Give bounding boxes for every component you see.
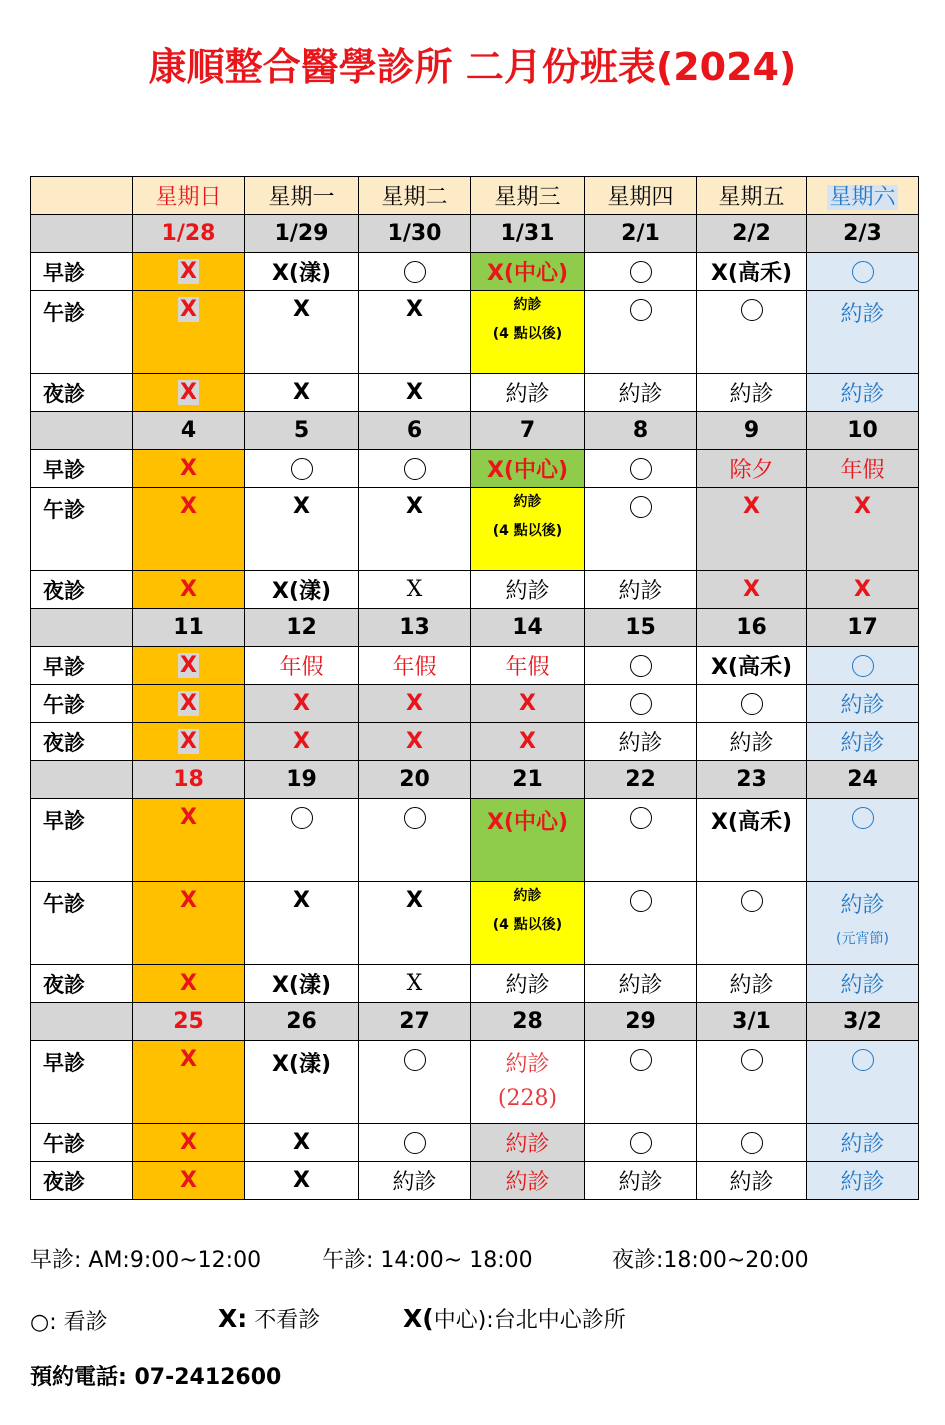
morning-row bbox=[31, 253, 919, 291]
session-label: 夜診 bbox=[31, 965, 133, 1003]
date-row bbox=[31, 609, 919, 647]
closed-mark: X bbox=[180, 691, 197, 716]
schedule-cell: 約診 bbox=[807, 1124, 919, 1162]
weekday-tuesday: 星期二 bbox=[359, 177, 471, 215]
date-cell: 5 bbox=[245, 412, 359, 450]
date-cell: 2/2 bbox=[697, 215, 807, 253]
hours-afternoon: 午診: 14:00~ 18:00 bbox=[322, 1248, 533, 1273]
afternoon-row bbox=[31, 488, 919, 571]
hours-morning: 早診: AM:9:00~12:00 bbox=[30, 1248, 262, 1273]
schedule-cell: 約診 (元宵節) bbox=[807, 882, 919, 965]
schedule-cell: 約診 bbox=[807, 965, 919, 1003]
night-row bbox=[31, 374, 919, 412]
date-cell: 21 bbox=[471, 761, 585, 799]
schedule-cell: 約診 bbox=[471, 965, 585, 1003]
weekday-header-row bbox=[31, 177, 919, 215]
schedule-cell: X bbox=[359, 374, 471, 412]
date-cell: 19 bbox=[245, 761, 359, 799]
center-cell: X(中心) bbox=[471, 450, 585, 488]
schedule-cell: X(漾) bbox=[245, 965, 359, 1003]
closed-mark: X bbox=[133, 799, 245, 882]
schedule-cell: X(漾) bbox=[245, 253, 359, 291]
date-cell: 10 bbox=[807, 412, 919, 450]
morning-row bbox=[31, 647, 919, 685]
date-row bbox=[31, 215, 919, 253]
afternoon-row bbox=[31, 685, 919, 723]
hours-night: 夜診:18:00~20:00 bbox=[612, 1248, 809, 1273]
afternoon-row bbox=[31, 882, 919, 965]
session-label: 早診 bbox=[31, 647, 133, 685]
appointment-cell: 約診 (4 點以後) bbox=[471, 291, 585, 374]
closed-mark: X bbox=[133, 450, 245, 488]
closed-mark: X bbox=[180, 653, 197, 678]
page-title: 康順整合醫學診所 二月份班表(2024) bbox=[148, 45, 797, 89]
date-cell: 22 bbox=[585, 761, 697, 799]
closed-mark: X bbox=[180, 380, 197, 405]
open-circle-icon bbox=[852, 261, 874, 283]
schedule-cell: 約診 bbox=[359, 1162, 471, 1200]
closed-mark: X bbox=[180, 297, 197, 322]
date-cell: 1/28 bbox=[133, 215, 245, 253]
closed-mark: X bbox=[133, 1124, 245, 1162]
open-circle-icon bbox=[741, 693, 763, 715]
open-circle-icon bbox=[741, 890, 763, 912]
schedule-cell: X(漾) bbox=[245, 1041, 359, 1124]
date-cell: 20 bbox=[359, 761, 471, 799]
schedule-cell: 約診 bbox=[697, 965, 807, 1003]
open-circle-icon bbox=[404, 1132, 426, 1154]
date-cell: 2/3 bbox=[807, 215, 919, 253]
night-row bbox=[31, 723, 919, 761]
open-circle-icon bbox=[630, 890, 652, 912]
session-label: 早診 bbox=[31, 253, 133, 291]
date-cell: 27 bbox=[359, 1003, 471, 1041]
date-row bbox=[31, 1003, 919, 1041]
date-cell: 17 bbox=[807, 609, 919, 647]
date-cell: 14 bbox=[471, 609, 585, 647]
open-circle-icon bbox=[741, 1132, 763, 1154]
legend-closed: X: 不看診 bbox=[218, 1304, 321, 1333]
date-cell: 18 bbox=[133, 761, 245, 799]
open-circle-icon bbox=[404, 261, 426, 283]
night-row bbox=[31, 571, 919, 609]
date-cell: 2/1 bbox=[585, 215, 697, 253]
afternoon-row bbox=[31, 1124, 919, 1162]
closed-mark: X bbox=[359, 685, 471, 723]
schedule-cell: X bbox=[245, 1124, 359, 1162]
schedule-cell: X bbox=[245, 882, 359, 965]
schedule-cell: 約診 bbox=[585, 723, 697, 761]
closed-mark: X bbox=[133, 488, 245, 571]
date-cell: 9 bbox=[697, 412, 807, 450]
date-cell: 3/1 bbox=[697, 1003, 807, 1041]
schedule-cell: X(高禾) bbox=[697, 799, 807, 882]
morning-row bbox=[31, 450, 919, 488]
open-circle-icon bbox=[291, 458, 313, 480]
schedule-cell: 約診 bbox=[697, 374, 807, 412]
open-circle-icon bbox=[630, 1132, 652, 1154]
open-circle-icon bbox=[852, 655, 874, 677]
date-cell: 13 bbox=[359, 609, 471, 647]
schedule-cell: X bbox=[359, 488, 471, 571]
schedule-cell: 約診 bbox=[585, 1162, 697, 1200]
schedule-cell: X bbox=[359, 882, 471, 965]
closed-mark: X bbox=[807, 488, 919, 571]
legend-center: X(中心):台北中心診所 bbox=[403, 1304, 626, 1333]
appointment-cell: 約診 bbox=[471, 1124, 585, 1162]
schedule-cell: X(高禾) bbox=[697, 647, 807, 685]
schedule-cell: 約診 bbox=[807, 685, 919, 723]
closed-mark: X bbox=[697, 488, 807, 571]
open-circle-icon bbox=[741, 1049, 763, 1071]
holiday-cell: 年假 bbox=[245, 647, 359, 685]
closed-mark: X bbox=[180, 259, 197, 284]
weekday-sunday: 星期日 bbox=[133, 177, 245, 215]
corner-cell bbox=[31, 177, 133, 215]
date-cell: 15 bbox=[585, 609, 697, 647]
weekday-friday: 星期五 bbox=[697, 177, 807, 215]
session-label: 早診 bbox=[31, 1041, 133, 1124]
schedule-cell: X(漾) bbox=[245, 571, 359, 609]
session-label: 午診 bbox=[31, 685, 133, 723]
holiday-cell: 年假 bbox=[359, 647, 471, 685]
date-cell: 23 bbox=[697, 761, 807, 799]
open-circle-icon bbox=[741, 299, 763, 321]
closed-mark: X bbox=[359, 723, 471, 761]
closed-mark: X bbox=[245, 685, 359, 723]
session-label: 午診 bbox=[31, 291, 133, 374]
open-circle-icon bbox=[291, 807, 313, 829]
schedule-cell: 約診 bbox=[471, 571, 585, 609]
schedule-cell: 約診 bbox=[471, 374, 585, 412]
schedule-cell: 約診 bbox=[585, 374, 697, 412]
schedule-cell: X bbox=[359, 571, 471, 609]
date-cell: 12 bbox=[245, 609, 359, 647]
schedule-cell: X(高禾) bbox=[697, 253, 807, 291]
schedule-table bbox=[30, 176, 919, 1200]
weekday-thursday: 星期四 bbox=[585, 177, 697, 215]
closed-mark: X bbox=[245, 723, 359, 761]
schedule-cell: 約診 bbox=[807, 291, 919, 374]
schedule-cell: 約診 bbox=[585, 571, 697, 609]
open-circle-icon bbox=[852, 807, 874, 829]
holiday-cell: 年假 bbox=[807, 450, 919, 488]
schedule-cell: X bbox=[359, 291, 471, 374]
closed-mark: X bbox=[133, 882, 245, 965]
open-circle-icon bbox=[630, 458, 652, 480]
weekday-saturday: 星期六 bbox=[807, 177, 919, 215]
session-label: 夜診 bbox=[31, 723, 133, 761]
date-cell: 26 bbox=[245, 1003, 359, 1041]
phone-number: 預約電話: 07-2412600 bbox=[30, 1365, 282, 1390]
weekday-wednesday: 星期三 bbox=[471, 177, 585, 215]
legend-open: ○: 看診 bbox=[30, 1310, 108, 1335]
session-label: 夜診 bbox=[31, 571, 133, 609]
appointment-cell: 約診 (4 點以後) bbox=[471, 488, 585, 571]
date-cell: 28 bbox=[471, 1003, 585, 1041]
session-label: 午診 bbox=[31, 488, 133, 571]
open-circle-icon bbox=[630, 496, 652, 518]
afternoon-row bbox=[31, 291, 919, 374]
date-cell: 1/29 bbox=[245, 215, 359, 253]
date-cell: 6 bbox=[359, 412, 471, 450]
open-circle-icon: ○ bbox=[30, 1310, 50, 1335]
open-circle-icon bbox=[630, 655, 652, 677]
closed-mark: X bbox=[133, 571, 245, 609]
night-row bbox=[31, 1162, 919, 1200]
date-cell: 24 bbox=[807, 761, 919, 799]
schedule-cell: 約診 bbox=[807, 374, 919, 412]
night-row bbox=[31, 965, 919, 1003]
session-label: 午診 bbox=[31, 1124, 133, 1162]
date-cell: 29 bbox=[585, 1003, 697, 1041]
date-row bbox=[31, 761, 919, 799]
session-label: 午診 bbox=[31, 882, 133, 965]
closed-mark: X bbox=[133, 965, 245, 1003]
session-label: 早診 bbox=[31, 799, 133, 882]
open-circle-icon bbox=[630, 261, 652, 283]
appointment-cell: 約診 (4 點以後) bbox=[471, 882, 585, 965]
holiday-cell: 年假 bbox=[471, 647, 585, 685]
holiday-cell: 除夕 bbox=[697, 450, 807, 488]
open-circle-icon bbox=[404, 807, 426, 829]
appointment-cell: 約診 (228) bbox=[471, 1041, 585, 1124]
date-cell: 4 bbox=[133, 412, 245, 450]
closed-mark: X bbox=[697, 571, 807, 609]
date-cell: 7 bbox=[471, 412, 585, 450]
morning-row bbox=[31, 1041, 919, 1124]
date-row bbox=[31, 412, 919, 450]
date-cell: 11 bbox=[133, 609, 245, 647]
open-circle-icon bbox=[404, 458, 426, 480]
closed-mark: X bbox=[133, 1041, 245, 1124]
weekday-monday: 星期一 bbox=[245, 177, 359, 215]
schedule-cell: 約診 bbox=[697, 723, 807, 761]
schedule-cell: X bbox=[245, 488, 359, 571]
open-circle-icon bbox=[630, 299, 652, 321]
schedule-cell: 約診 bbox=[585, 965, 697, 1003]
session-label: 夜診 bbox=[31, 374, 133, 412]
open-circle-icon bbox=[852, 1049, 874, 1071]
schedule-cell: 約診 bbox=[697, 1162, 807, 1200]
session-label: 夜診 bbox=[31, 1162, 133, 1200]
session-label: 早診 bbox=[31, 450, 133, 488]
date-cell: 1/31 bbox=[471, 215, 585, 253]
date-cell: 8 bbox=[585, 412, 697, 450]
closed-mark: X bbox=[180, 729, 197, 754]
date-cell: 25 bbox=[133, 1003, 245, 1041]
center-cell: X(中心) bbox=[471, 253, 585, 291]
date-cell: 16 bbox=[697, 609, 807, 647]
schedule-cell: X bbox=[359, 965, 471, 1003]
date-cell: 3/2 bbox=[807, 1003, 919, 1041]
schedule-cell: 約診 bbox=[807, 1162, 919, 1200]
appointment-cell: 約診 bbox=[471, 1162, 585, 1200]
open-circle-icon bbox=[630, 693, 652, 715]
open-circle-icon bbox=[630, 807, 652, 829]
closed-mark: X bbox=[133, 1162, 245, 1200]
morning-row bbox=[31, 799, 919, 882]
center-cell: X(中心) bbox=[471, 799, 585, 882]
date-cell: 1/30 bbox=[359, 215, 471, 253]
schedule-cell: X bbox=[245, 291, 359, 374]
closed-mark: X bbox=[471, 723, 585, 761]
closed-mark: X bbox=[807, 571, 919, 609]
schedule-cell: X bbox=[245, 1162, 359, 1200]
closed-mark: X bbox=[471, 685, 585, 723]
open-circle-icon bbox=[630, 1049, 652, 1071]
schedule-cell: X bbox=[245, 374, 359, 412]
open-circle-icon bbox=[404, 1049, 426, 1071]
schedule-cell: 約診 bbox=[807, 723, 919, 761]
